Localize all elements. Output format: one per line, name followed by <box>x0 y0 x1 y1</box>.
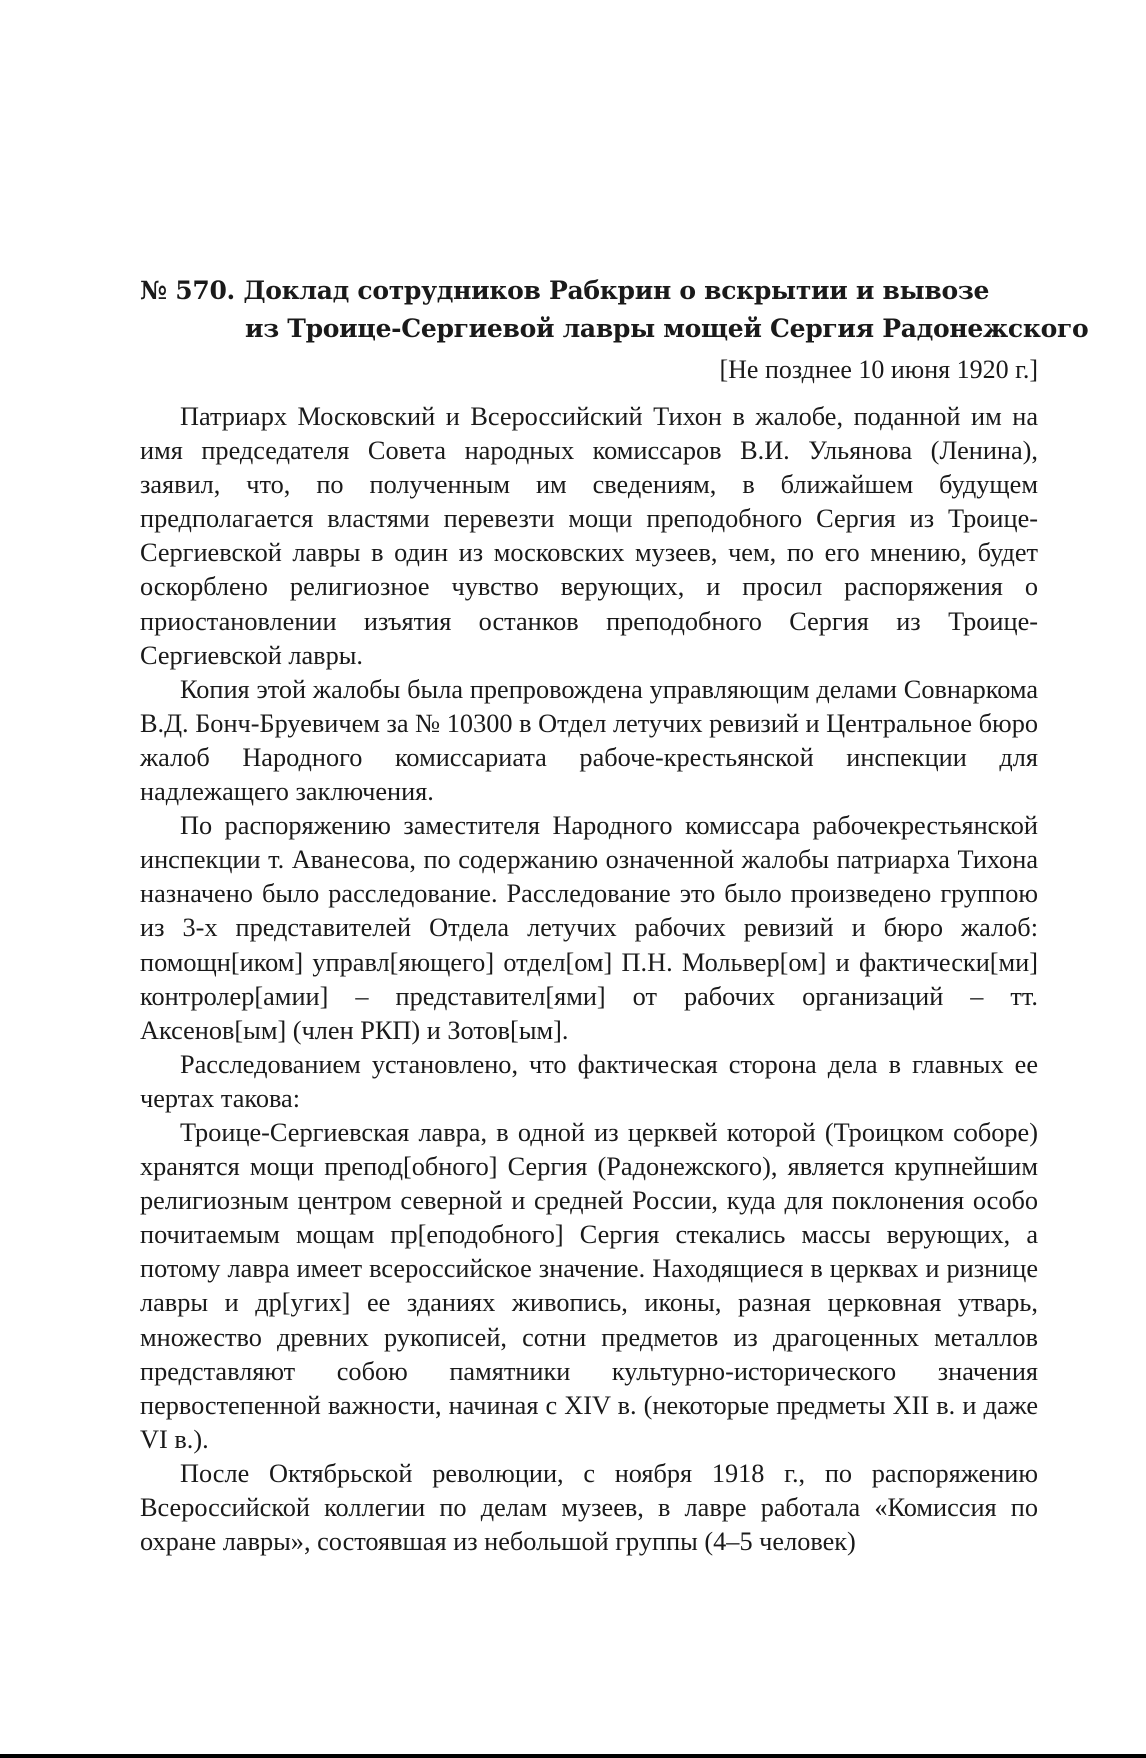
document-body <box>140 400 1038 1559</box>
paragraph: Патриарх Московский и Всероссийский Тихон в жалобе, поданной им на имя председателя Совета народных комиссаров В.И. Ульянова (Ленина), заявил, что, по полученным им сведениям, в ближайшем будущем предполагается властями перевезти мощи преподобного Сергия из Троице-Сергиевской лавры в один из московских музеев, чем, по его мнению, будет оскорблено религиозное чувство верующих, и просил распоряжения о приостановлении изъятия останков преподобного Сергия из Троице-Сергиевской лавры. <box>140 402 1038 670</box>
page-bottom-rule <box>0 1754 1146 1758</box>
paragraph: По распоряжению заместителя Народного комиссара рабочекрестьянской инспекции т. Аванесова, по содержанию означенной жалобы патриарха Тихона назначено было расследование. Расследование это было произведено группою из 3-х представителей Отдела летучих рабочих ревизий и бюро жалоб: помощн[иком] управл[яющего] отдел[ом] П.Н. Мольвер[ом] и фактически[ми] контролер[амии] – представител[ями] от рабочих организаций – тт. Аксенов[ым] (член РКП) и Зотов[ым]. <box>140 811 1038 1045</box>
document-date: [Не позднее 10 июня 1920 г.] <box>719 355 1038 384</box>
document-heading <box>140 272 1089 348</box>
heading-line-2: из Троице-Сергиевой лавры мощей Сергия Радонежского <box>245 314 1089 343</box>
paragraph: Троице-Сергиевская лавра, в одной из церквей которой (Троицком соборе) хранятся мощи препод[обного] Сергия (Радонежского), является крупнейшим религиозным центром северной и средней России, куда для поклонения особо почитаемым мощам пр[еподобного] Сергия стекались массы верующих, а потому лавра имеет всероссийское значение. Находящиеся в церквах и ризнице лавры и др[угих] ее зданиях живопись, иконы, разная церковная утварь, множество древних рукописей, сотни предметов из драгоценных металлов представляют собою памятники культурно-исторического значения первостепенной важности, начиная с XIV в. (некоторые предметы XII в. и даже VI в.). <box>140 1117 1038 1454</box>
paragraph: После Октябрьской революции, с ноября 1918 г., по распоряжению Всероссийской коллегии по делам музеев, в лавре работала «Комиссия по охране лавры», состоявшая из небольшой группы (4–5 человек) <box>140 1458 1038 1557</box>
heading-line-1: № 570. Доклад сотрудников Рабкрин о вскрытии и вывозе <box>140 276 990 305</box>
paragraph: Расследованием установлено, что фактическая сторона дела в главных ее чертах такова: <box>140 1049 1038 1113</box>
paragraph: Копия этой жалобы была препровождена управляющим делами Совнаркома В.Д. Бонч-Бруевичем за № 10300 в Отдел летучих ревизий и Центральное бюро жалоб Народного комиссариата рабоче-крестьянской инспекции для надлежащего заключения. <box>140 674 1038 807</box>
